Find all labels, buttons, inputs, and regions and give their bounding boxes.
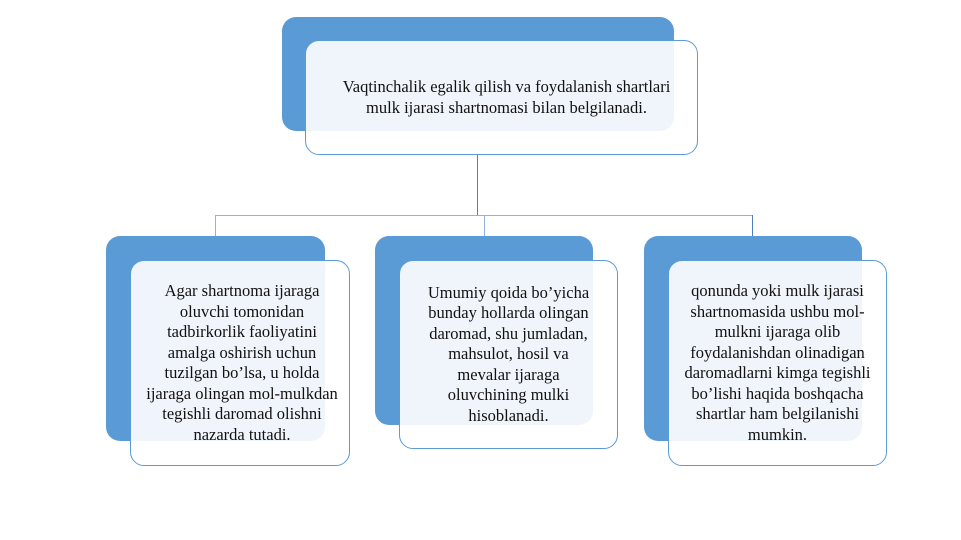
child-node-3-text: qonunda yoki mulk ijarasi shartnomasida ushbu mol-mulkni ijaraga olib foydalanishdan olinadigan daromadlarni kimga tegishli bo’lishi haqida boshqacha shartlar ham belgilanishi mumkin. [684,281,871,444]
root-node [305,40,698,155]
child-node-2-text: Umumiy qoida bo’yicha bunday hollarda olingan daromad, shu jumladan, mahsulot, hosil va mevalar ijaraga oluvchining mulki hisoblanadi. [427,282,590,425]
connector-child-3 [752,215,753,236]
connector-child-1 [215,215,216,236]
root-node-text: Vaqtinchalik egalik qilish va foydalanish shartlari mulk ijarasi shartnomasi bilan belgilanadi. [342,77,671,117]
connector-root-trunk [477,155,478,216]
child-node-2 [399,260,618,449]
child-node-1 [130,260,350,466]
child-node-1-text: Agar shartnoma ijaraga oluvchi tomonidan tadbirkorlik faoliyatini amalga oshirish uchun tuzilgan bo’lsa, u holda ijaraga olingan mol-mulkdan tegishli daromad olishni nazarda tutadi. [146,281,338,444]
child-node-3 [668,260,887,466]
connector-child-2 [484,215,485,236]
